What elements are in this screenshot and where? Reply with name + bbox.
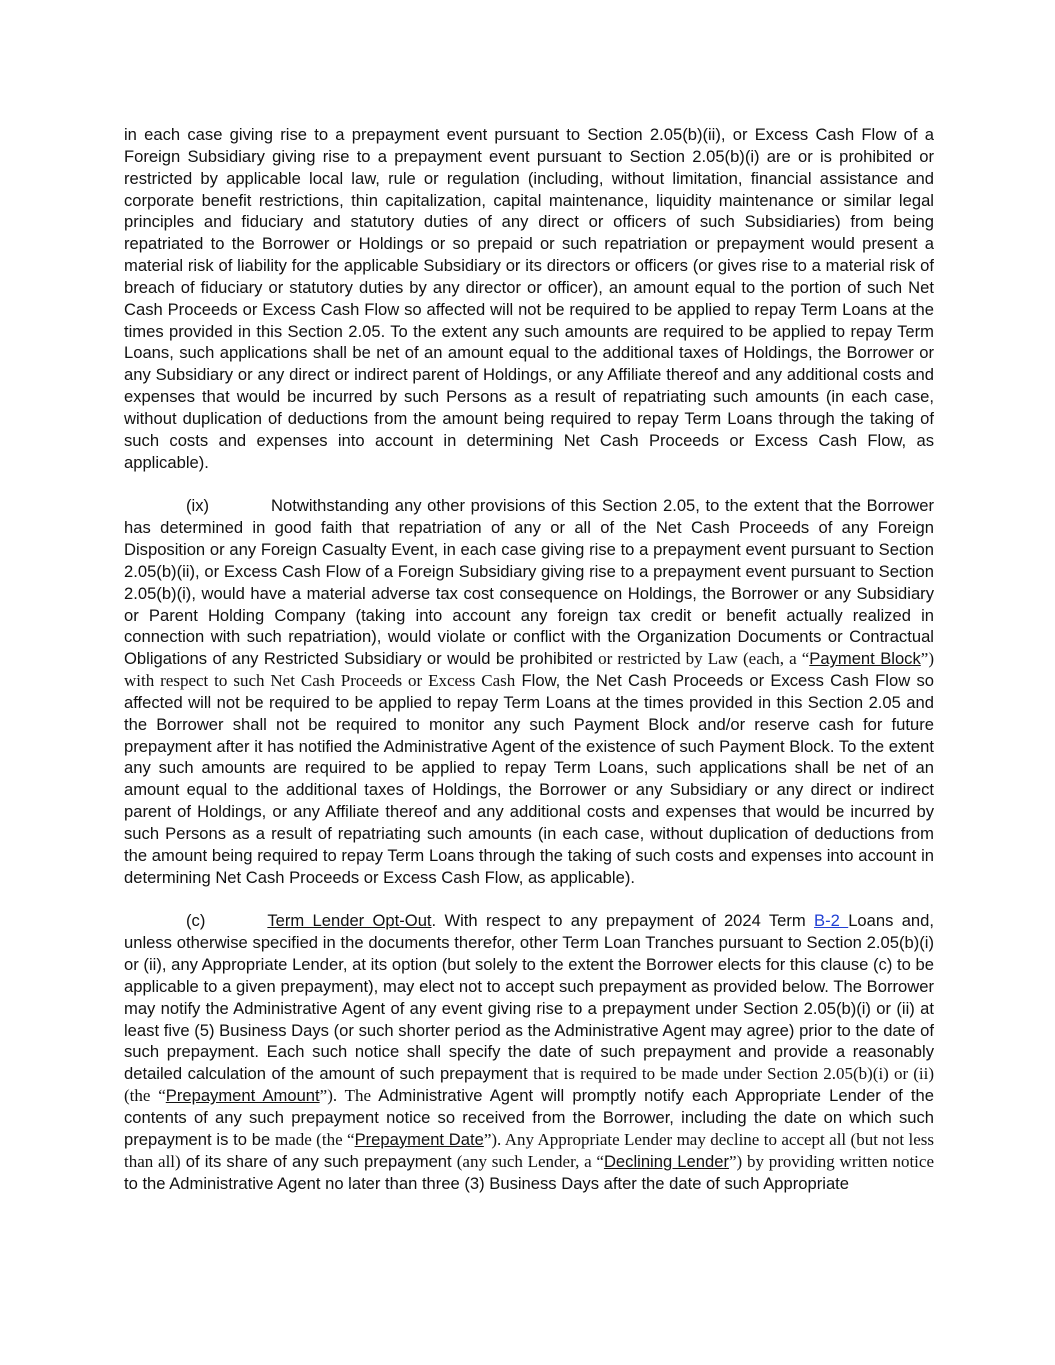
paragraph-text-serif: ”) with respect to such Net Cash Proceeds or Excess Cash (124, 649, 934, 691)
paragraph-text: Flow, the Net Cash Proceeds or Excess Cash Flow so affected will not be required to be applied to repay Term Loans at the times provided in this Section 2.05 and the Borrower shall not be required to monitor any such Payment Block and/or reserve cash for future prepayment after it has notified the Administrative Agent of the existence of such Payment Block. To the extent any such amounts are required to be applied to repay Term Loans, such applications shall be net of an amount equal to the additional taxes of Holdings, the Borrower or any Subsidiary or any direct or indirect parent of Holdings, or any Affiliate thereof and any additional costs and expenses that would be incurred by such Persons as a result of repatriating such amounts (in each case, without duplication of deductions from the amount being required to repay Term Loans through the taking of such costs and expenses into account in determining Net Cash Proceeds or Excess Cash Flow, as applicable). (124, 671, 934, 887)
clause-label: (ix) (186, 496, 210, 516)
paragraph-text-serif: or restricted by Law (each, a “ (598, 649, 810, 669)
paragraph-text: to the Administrative Agent no later than three (3) Business Days after the date of such Appropriate (124, 1173, 850, 1193)
b2-link[interactable]: B-2 (814, 911, 849, 931)
paragraph-text-serif: that is required to be made under Section 2.05(b)(i) or (ii) (the “ (124, 1064, 934, 1106)
paragraph-text: . With respect to any prepayment of 2024 Term (431, 911, 815, 931)
paragraph-text-serif: ”). Any Appropriate Lender may decline to accept all (but not less than all) (124, 1129, 934, 1171)
defined-term-prepayment-amount: Prepayment Amount (165, 1086, 320, 1106)
paragraph-text-serif: ”). The (319, 1086, 372, 1106)
paragraph-text-serif: ”) by providing written notice (728, 1151, 934, 1171)
paragraph-text: Loans and, unless otherwise specified in the documents therefor, other Term Loan Tranches pursuant to Section 2.05(b)(i) or (ii), any Appropriate Lender, at its option (but solely to the extent the Borrower elects for this clause (c) to be applicable to a given prepayment), may elect not to accept such prepayment as provided below. The Borrower may notify the Administrative Agent of any event giving rise to a prepayment under Section 2.05(b)(i) or (ii) at least five (5) Business Days (or such shorter period as the Administrative Agent may agree) prior to the date of such prepayment. Each such notice shall specify the date of such prepayment and provide a reasonably detailed calculation of the amount of such prepayment (124, 911, 935, 1084)
document-page (124, 124, 934, 1216)
paragraph-ix (124, 495, 934, 888)
paragraph-text: Administrative Agent will promptly notify each Appropriate Lender of the contents of any such prepayment notice so received from the Borrower, including the date on which such prepayment is to be (124, 1086, 934, 1149)
paragraph-text-serif: (any such Lender, a “ (456, 1151, 604, 1171)
paragraph-text: in each case giving rise to a prepayment event pursuant to Section 2.05(b)(ii), or Excess Cash Flow of a Foreign Subsidiary giving rise to a prepayment event pursuant to Section 2.05(b)(i) are or is prohibited or restricted by applicable local law, rule or regulation (including, without limitation, financial assistance and corporate benefit restrictions, thin capitalization, capital maintenance, liquidity maintenance or similar legal principles and fiduciary and statutory duties of any direct or officers of such Subsidiaries) from being repatriated to the Borrower or Holdings or so prepaid or such repatriation or prepayment would present a material risk of liability for the applicable Subsidiary or its directors or officers (or gives rise to a material risk of breach of fiduciary or statutory duties by any director or officer), an amount equal to the portion of such Net Cash Proceeds or Excess Cash Flow so affected will not be required to be applied to repay Term Loans at the times provided in this Section 2.05. To the extent any such amounts are required to be applied to repay Term Loans, such applications shall be net of an amount equal to the additional taxes of Holdings, the Borrower or any Subsidiary or any direct or indirect parent of Holdings, or any Affiliate thereof and any additional costs and expenses that would be incurred by such Persons as a result of repatriating such amounts (in each case, without duplication of deductions from the amount being required to repay Term Loans through the taking of such costs and expenses into account in determining Net Cash Proceeds or Excess Cash Flow, as applicable). (124, 125, 934, 472)
defined-term-payment-block: Payment Block (809, 649, 921, 669)
paragraph-text: Notwithstanding any other provisions of this Section 2.05, to the extent that the Borrower has determined in good faith that repatriation of any or all of the Net Cash Proceeds of any Foreign Disposition or any Foreign Casualty Event, in each case giving rise to a prepayment event pursuant to Section 2.05(b)(ii), or Excess Cash Flow of a Foreign Subsidiary giving rise to a prepayment event pursuant to Section 2.05(b)(i), would have a material adverse tax cost consequence on Holdings, the Borrower or any Subsidiary or Parent Holding Company (taking into account any foreign tax credit or benefit actually realized in connection with such repatriation), would violate or conflict with the Organization Documents or Contractual Obligations of any Restricted Subsidiary or would be prohibited (124, 496, 934, 669)
clause-label: (c) (186, 911, 206, 931)
paragraph-c (124, 910, 934, 1194)
defined-term-prepayment-date: Prepayment Date (354, 1129, 484, 1149)
defined-term-declining-lender: Declining Lender (603, 1151, 729, 1171)
paragraph-continuation (124, 124, 934, 474)
paragraph-text-serif: made (the “ (274, 1129, 355, 1149)
section-heading: Term Lender Opt-Out (267, 911, 432, 931)
paragraph-text: of its share of any such prepayment (180, 1151, 457, 1171)
